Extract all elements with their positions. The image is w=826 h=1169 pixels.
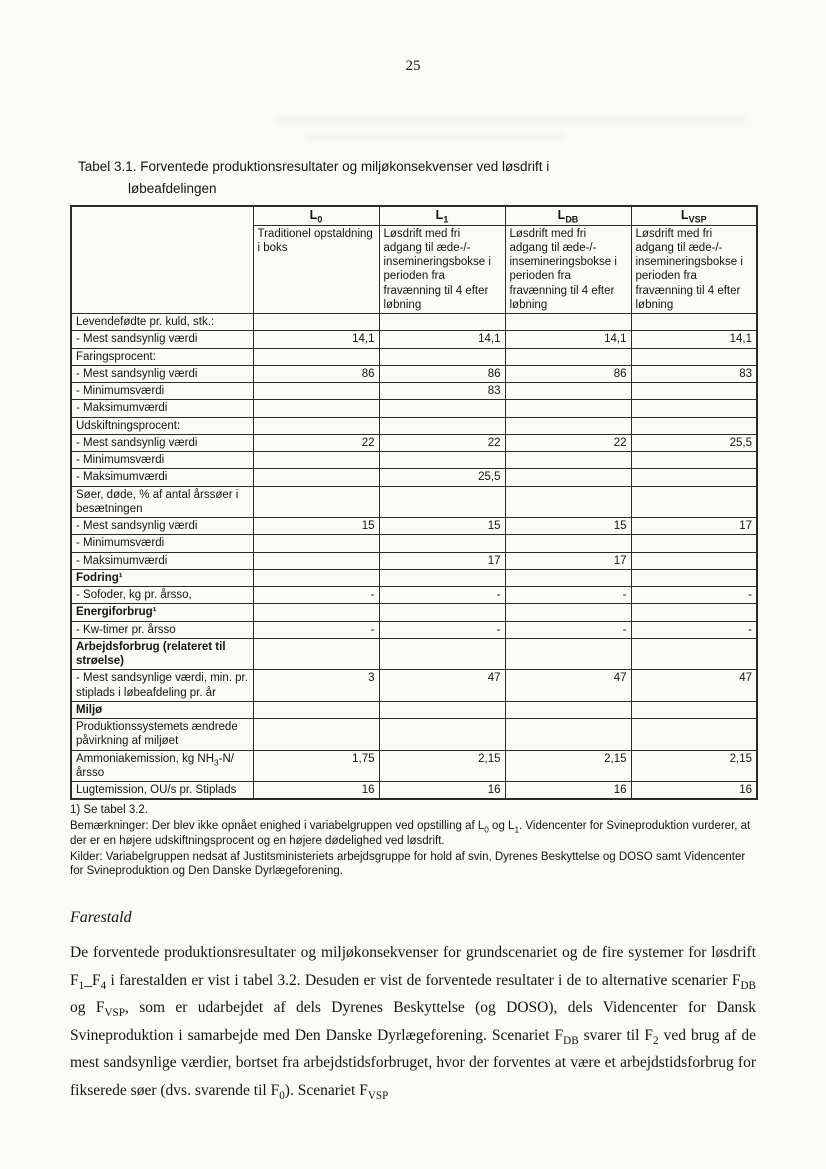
value-cell (505, 719, 631, 751)
column-description: Traditionel opstaldning i boks (253, 225, 379, 314)
value-cell (505, 604, 631, 621)
page-number: 25 (405, 58, 421, 74)
value-cell: 86 (505, 365, 631, 382)
value-cell (253, 383, 379, 400)
value-cell: - (379, 621, 505, 638)
value-cell: 15 (253, 518, 379, 535)
value-cell (631, 469, 757, 486)
value-cell: 14,1 (379, 331, 505, 348)
column-header: $L_{DB}$ (505, 206, 631, 225)
value-cell (631, 535, 757, 552)
value-cell: 14,1 (505, 331, 631, 348)
column-symbol-row (71, 206, 757, 225)
value-cell (253, 552, 379, 569)
row-label: - Mest sandsynlig værdi (71, 331, 253, 348)
results-table-body (71, 314, 757, 800)
footnote-remarks: Bemærkninger: Der blev ikke opnået enighed i variabelgruppen ved opstilling af $L_0$ og $L_1$. Videncenter for Svineproduktion vurderer, at der er en højere udskiftningsprocent og en højere dødelighed ved løsdrift. (70, 820, 751, 847)
value-cell: 86 (253, 365, 379, 382)
row-label: - Maksimumværdi (71, 552, 253, 569)
value-cell: 14,1 (631, 331, 757, 348)
value-cell (253, 314, 379, 331)
value-cell (379, 701, 505, 718)
value-cell: 2,15 (631, 750, 757, 782)
table-row (71, 782, 757, 800)
table-row (71, 400, 757, 417)
value-cell (253, 348, 379, 365)
value-cell (505, 701, 631, 718)
table-row (71, 621, 757, 638)
row-label: Arbejdsforbrug (relateret til strøelse) (71, 638, 253, 670)
value-cell (253, 417, 379, 434)
value-cell: - (505, 621, 631, 638)
value-cell (631, 314, 757, 331)
value-cell: 16 (253, 782, 379, 800)
value-cell (379, 400, 505, 417)
value-cell: 2,15 (379, 750, 505, 782)
value-cell (379, 452, 505, 469)
table-row (71, 518, 757, 535)
table-row (71, 638, 757, 670)
value-cell: - (253, 621, 379, 638)
value-cell: - (631, 621, 757, 638)
footnote-1: 1) Se tabel 3.2. (70, 804, 148, 817)
row-label: - Mest sandsynlig værdi (71, 365, 253, 382)
value-cell (505, 452, 631, 469)
value-cell (379, 719, 505, 751)
row-label: - Mest sandsynlige værdi, min. pr. stiplads i løbeafdeling pr. år (71, 670, 253, 702)
value-cell: 22 (379, 434, 505, 451)
value-cell: 22 (505, 434, 631, 451)
value-cell (631, 701, 757, 718)
value-cell (379, 314, 505, 331)
value-cell: 15 (379, 518, 505, 535)
value-cell: 47 (505, 670, 631, 702)
footnote-sources: Kilder: Variabelgruppen nedsat af Justitsministeriets arbejdsgruppe for hold af svin, Dyrenes Beskyttelse og DOSO samt Videncenter for Svineproduktion og Den Danske Dyrlægeforening. (70, 850, 746, 878)
value-cell (505, 569, 631, 586)
table-title-line1: Tabel 3.1. Forventede produktionsresultater og miljøkonsekvenser ved løsdrift i (78, 159, 550, 174)
value-cell: 86 (379, 365, 505, 382)
page-content (70, 156, 756, 1120)
row-label: Miljø (71, 701, 253, 718)
row-label: - Maksimumværdi (71, 400, 253, 417)
table-title-line2: løbeafdelingen (128, 180, 217, 196)
value-cell: 16 (631, 782, 757, 800)
table-footnotes (70, 803, 756, 879)
value-cell: 25,5 (631, 434, 757, 451)
value-cell: 83 (379, 383, 505, 400)
value-cell (505, 314, 631, 331)
table-row (71, 314, 757, 331)
table-row (71, 348, 757, 365)
table-row (71, 701, 757, 718)
value-cell (505, 417, 631, 434)
value-cell (631, 452, 757, 469)
value-cell (379, 638, 505, 670)
row-label: Energiforbrug¹ (71, 604, 253, 621)
value-cell (379, 535, 505, 552)
value-cell (631, 486, 757, 518)
scan-artifact (275, 112, 745, 148)
value-cell (631, 400, 757, 417)
row-label: - Maksimumværdi (71, 469, 253, 486)
row-label: Fodring¹ (71, 569, 253, 586)
value-cell (379, 486, 505, 518)
value-cell: 17 (631, 518, 757, 535)
row-label: Udskiftningsprocent: (71, 417, 253, 434)
table-row (71, 719, 757, 751)
value-cell (379, 417, 505, 434)
table-row (71, 452, 757, 469)
value-cell (631, 719, 757, 751)
value-cell (253, 452, 379, 469)
value-cell (253, 400, 379, 417)
row-label: Levendefødte pr. kuld, stk.: (71, 314, 253, 331)
row-label: - Sofoder, kg pr. årsso, (71, 587, 253, 604)
row-label: - Mest sandsynlig værdi (71, 518, 253, 535)
row-label: Ammoniakemission, kg $NH_3-N$/årsso (71, 750, 253, 782)
value-cell: 83 (631, 365, 757, 382)
row-label: Lugtemission, OU/s pr. Stiplads (71, 782, 253, 800)
value-cell (505, 486, 631, 518)
row-label: - Minimumsværdi (71, 383, 253, 400)
value-cell (253, 486, 379, 518)
table-row (71, 604, 757, 621)
value-cell (253, 604, 379, 621)
value-cell (379, 348, 505, 365)
table-row (71, 535, 757, 552)
value-cell (505, 348, 631, 365)
table-row (71, 670, 757, 702)
value-cell: - (631, 587, 757, 604)
column-description: Løsdrift med fri adgang til æde-/- insemineringsbokse i perioden fra fravænning til 4 efter løbning (631, 225, 757, 314)
value-cell (505, 400, 631, 417)
value-cell: 17 (505, 552, 631, 569)
column-description: Løsdrift med fri adgang til æde-/- insemineringsbokse i perioden fra fravænning til 4 efter løbning (379, 225, 505, 314)
column-header: $L_0$ (253, 206, 379, 225)
value-cell (253, 569, 379, 586)
row-label: - Minimumsværdi (71, 535, 253, 552)
table-row (71, 383, 757, 400)
table-row (71, 469, 757, 486)
row-label: - Minimumsværdi (71, 452, 253, 469)
value-cell (253, 469, 379, 486)
corner-cell (71, 206, 253, 314)
value-cell (505, 469, 631, 486)
table-row (71, 552, 757, 569)
value-cell (505, 638, 631, 670)
value-cell (631, 569, 757, 586)
value-cell (631, 417, 757, 434)
value-cell (253, 719, 379, 751)
value-cell (253, 701, 379, 718)
table-title (78, 156, 756, 199)
value-cell (505, 535, 631, 552)
value-cell: 25,5 (379, 469, 505, 486)
value-cell: 3 (253, 670, 379, 702)
value-cell (379, 604, 505, 621)
row-label: Produktionssystemets ændrede påvirkning af miljøet (71, 719, 253, 751)
value-cell: 16 (505, 782, 631, 800)
table-row (71, 417, 757, 434)
row-label: - Kw-timer pr. årsso (71, 621, 253, 638)
value-cell: 14,1 (253, 331, 379, 348)
table-row (71, 587, 757, 604)
body-paragraph: De forventede produktionsresultater og miljøkonsekvenser for grundscenariet og de fire systemer for løsdrift $F_1\_F_4$ i farestalden er vist i tabel 3.2. Desuden er vist de forventede resultater i de to alternative scenarier $F_{DB}$ og $F_{VSP}$, som er udarbejdet af dels Dyrenes Beskyttelse (og DOSO), dels Videncenter for Dansk Svineproduktion i samarbejde med Den Danske Dyrlægeforening. Scenariet $F_{DB}$ svarer til $F_2$ ved brug af de mest sandsynlige værdier, bortset fra arbejdstidsforbruget, hvor der forventes at være et arbejdstidsforbrug for fikserede søer (dvs. svarende til $F_0$). Scenariet $F_{VSP}$ (70, 944, 756, 1103)
value-cell: 47 (379, 670, 505, 702)
table-row (71, 331, 757, 348)
value-cell: 22 (253, 434, 379, 451)
value-cell: 2,15 (505, 750, 631, 782)
value-cell (631, 383, 757, 400)
column-header: $L_{VSP}$ (631, 206, 757, 225)
value-cell (379, 569, 505, 586)
table-row (71, 434, 757, 451)
value-cell: 15 (505, 518, 631, 535)
value-cell (253, 638, 379, 670)
value-cell: 1,75 (253, 750, 379, 782)
column-header: $L_1$ (379, 206, 505, 225)
value-cell (631, 552, 757, 569)
table-row (71, 750, 757, 782)
value-cell (253, 535, 379, 552)
row-label: - Mest sandsynlig værdi (71, 434, 253, 451)
value-cell (631, 638, 757, 670)
value-cell: 16 (379, 782, 505, 800)
value-cell: - (505, 587, 631, 604)
value-cell: 17 (379, 552, 505, 569)
value-cell (631, 604, 757, 621)
results-table (70, 205, 758, 800)
column-description: Løsdrift med fri adgang til æde-/- insemineringsbokse i perioden fra fravænning til 4 efter løbning (505, 225, 631, 314)
row-label: Faringsprocent: (71, 348, 253, 365)
value-cell: 47 (631, 670, 757, 702)
section-heading: Farestald (70, 909, 132, 927)
table-row (71, 486, 757, 518)
table-row (71, 365, 757, 382)
row-label: Søer, døde, % af antal årssøer i besætningen (71, 486, 253, 518)
value-cell: - (253, 587, 379, 604)
table-row (71, 569, 757, 586)
value-cell (631, 348, 757, 365)
value-cell: - (379, 587, 505, 604)
value-cell (505, 383, 631, 400)
